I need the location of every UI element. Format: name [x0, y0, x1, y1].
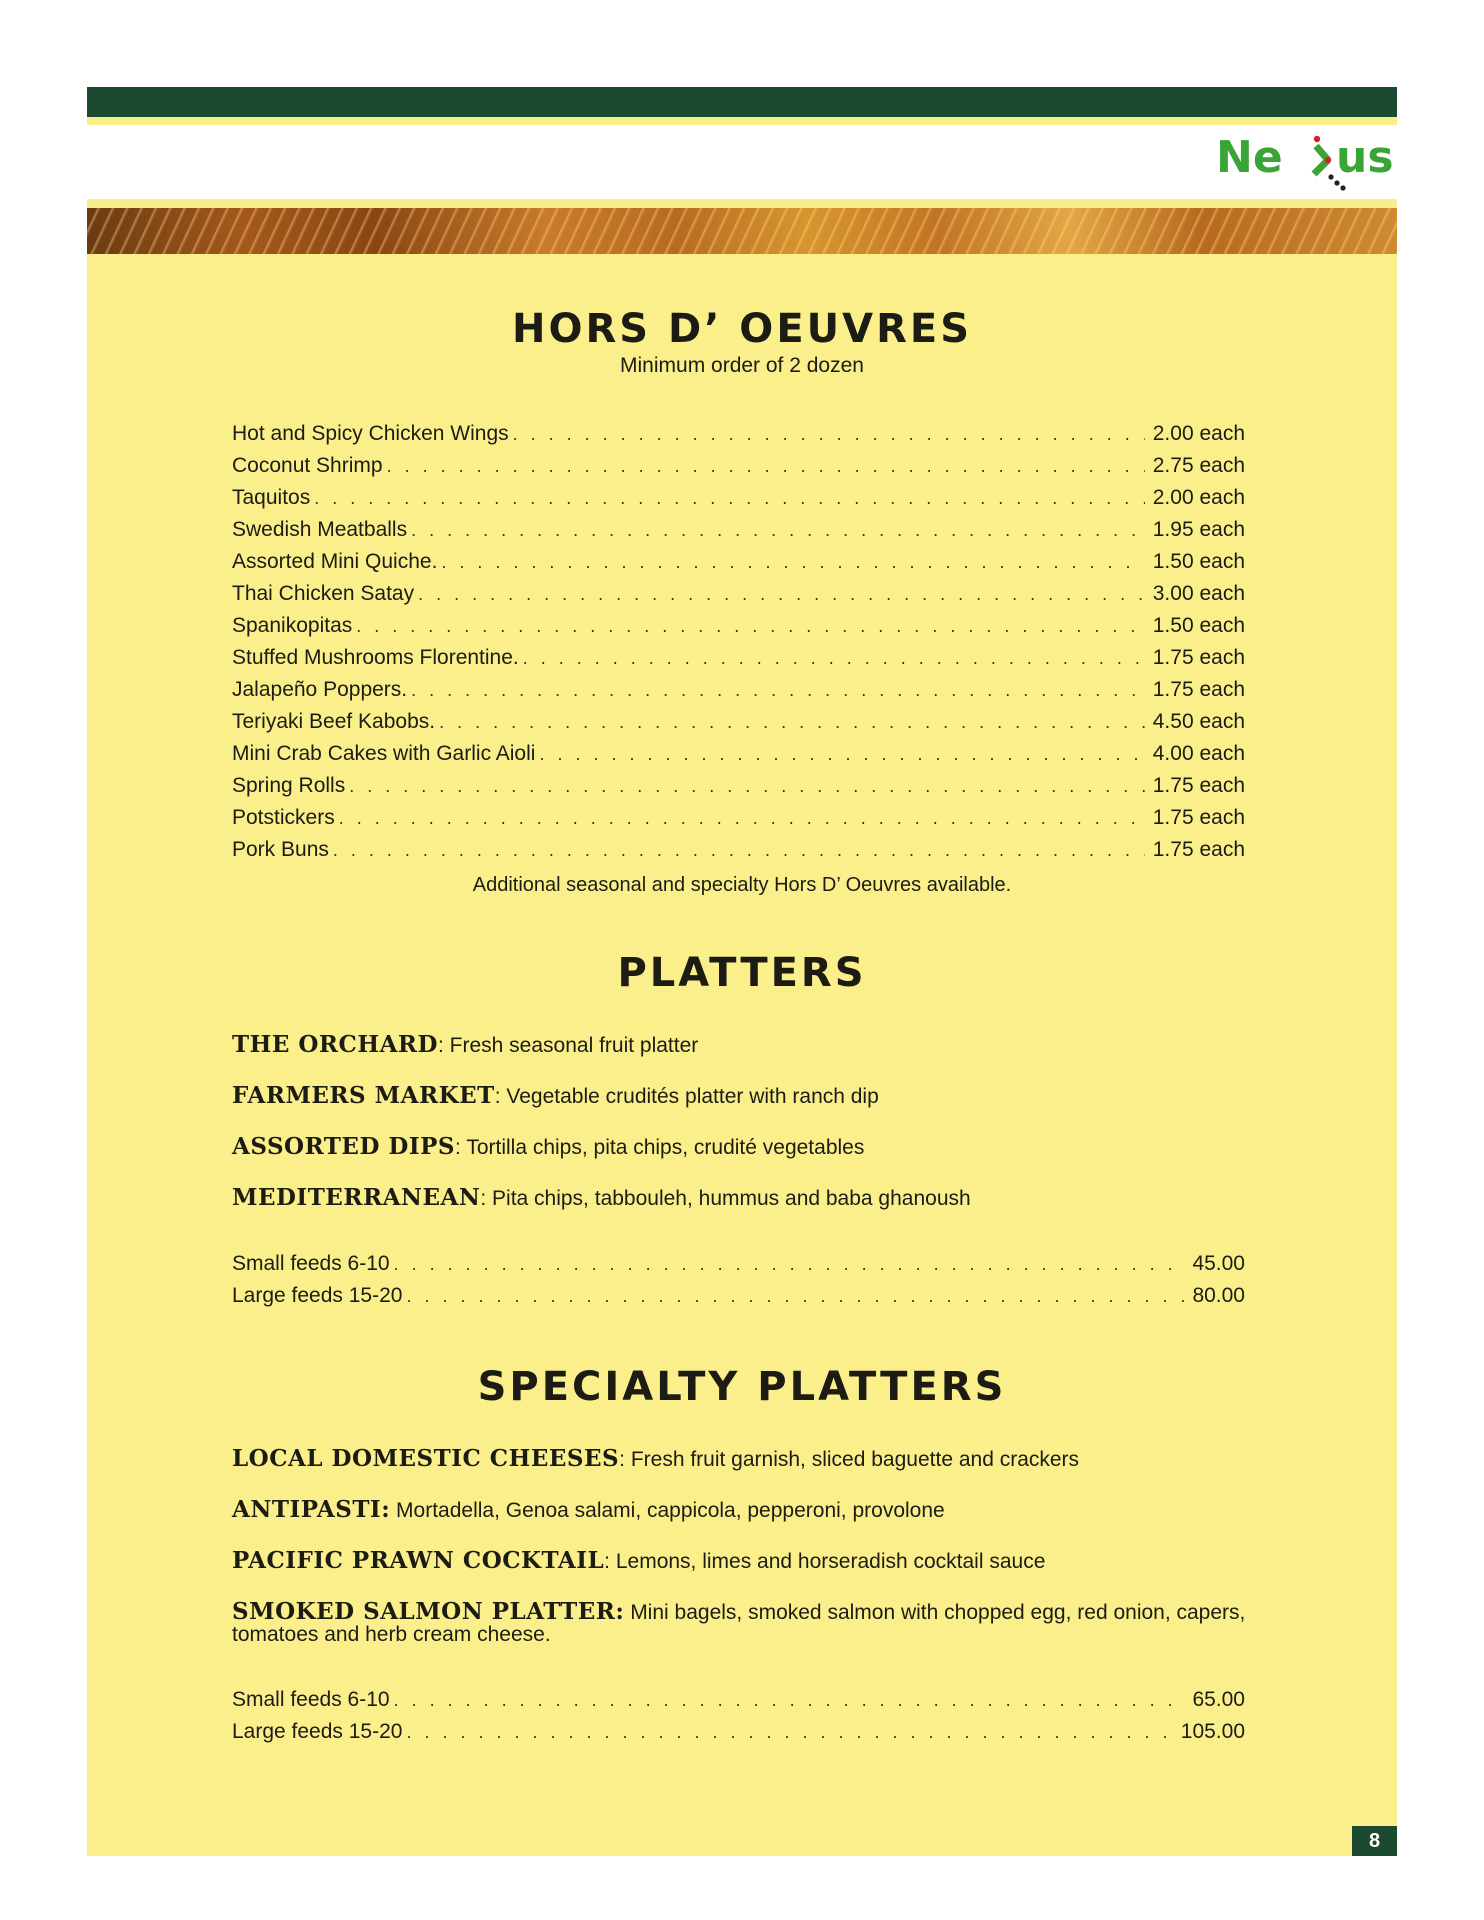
specialty-name: SMOKED SALMON PLATTER:	[232, 1598, 625, 1625]
leader-dots	[439, 706, 1145, 738]
item-name: Hot and Spicy Chicken Wings	[232, 422, 509, 445]
platter-description: Tortilla chips, pita chips, crudité vegetables	[466, 1136, 865, 1159]
item-price: 2.00 each	[1152, 422, 1245, 445]
menu-item-row	[232, 642, 1245, 674]
item-name: Potstickers	[232, 806, 335, 829]
item-price: 1.75 each	[1152, 806, 1245, 829]
page-number: 8	[1352, 1826, 1397, 1856]
platters-price-list	[232, 1248, 1245, 1312]
item-price: 4.00 each	[1152, 742, 1245, 765]
size-label: Large feeds 15-20	[232, 1720, 403, 1743]
item-name: Spanikopitas	[232, 614, 353, 637]
specialty-item	[232, 1598, 1282, 1646]
item-name: Coconut Shrimp	[232, 454, 383, 477]
price-row	[232, 1716, 1245, 1748]
menu-item-row	[232, 418, 1245, 450]
specialty-description: Mortadella, Genoa salami, cappicola, pepperoni, provolone	[396, 1499, 945, 1522]
leader-dots	[387, 450, 1145, 482]
menu-item-row	[232, 578, 1245, 610]
item-name: Teriyaki Beef Kabobs.	[232, 710, 436, 733]
menu-item-row	[232, 674, 1245, 706]
header-bar	[87, 87, 1397, 117]
hors-doeuvres-title: HORS D’ OEUVRES	[511, 306, 973, 352]
specialty-name: ANTIPASTI:	[232, 1496, 391, 1523]
platter-item	[232, 1184, 1282, 1211]
separator: :	[455, 1136, 467, 1159]
leader-dots	[339, 802, 1145, 834]
banner-stripe	[87, 199, 1397, 208]
platter-name: MEDITERRANEAN	[232, 1184, 481, 1211]
leader-dots	[394, 1248, 1185, 1280]
menu-item-row	[232, 450, 1245, 482]
header-stripe	[87, 117, 1397, 125]
item-name: Spring Rolls	[232, 774, 346, 797]
separator: :	[494, 1085, 507, 1108]
specialty-item	[232, 1496, 1282, 1523]
item-name: Taquitos	[232, 486, 311, 509]
item-name: Mini Crab Cakes with Garlic Aioli	[232, 742, 536, 765]
price-row	[232, 1248, 1245, 1280]
platter-name: THE ORCHARD	[232, 1031, 438, 1058]
size-label: Small feeds 6-10	[232, 1688, 390, 1711]
leader-dots	[349, 770, 1145, 802]
leader-dots	[314, 482, 1145, 514]
platter-description: Pita chips, tabbouleh, hummus and baba ghanoush	[492, 1187, 971, 1210]
leader-dots	[411, 514, 1145, 546]
menu-item-row	[232, 482, 1245, 514]
platter-description: Fresh seasonal fruit platter	[449, 1034, 699, 1057]
leader-dots	[513, 418, 1145, 450]
nexus-logo	[1216, 130, 1397, 192]
item-price: 1.50 each	[1152, 550, 1245, 573]
item-price: 4.50 each	[1152, 710, 1245, 733]
item-name: Stuffed Mushrooms Florentine.	[232, 646, 519, 669]
specialty-description: Mini bagels, smoked salmon with chopped egg, red onion, capers, tomatoes and herb cream cheese.	[232, 1601, 1246, 1646]
specialty-name: PACIFIC PRAWN COCKTAIL	[232, 1547, 605, 1574]
hors-doeuvres-note: Additional seasonal and specialty Hors D’ Oeuvres available.	[472, 874, 1012, 896]
menu-item-row	[232, 834, 1245, 866]
separator: :	[619, 1448, 631, 1471]
item-price: 1.75 each	[1152, 774, 1245, 797]
specialty-platters-title: SPECIALTY PLATTERS	[477, 1364, 1007, 1410]
platters-title: PLATTERS	[617, 950, 867, 996]
platter-item	[232, 1133, 1282, 1160]
size-label: Large feeds 15-20	[232, 1284, 403, 1307]
item-name: Thai Chicken Satay	[232, 582, 415, 605]
separator: :	[437, 1034, 450, 1057]
specialty-price-list	[232, 1684, 1245, 1748]
svg-text:us: us	[1336, 132, 1394, 183]
menu-page	[87, 254, 1397, 1856]
size-price: 65.00	[1192, 1688, 1245, 1711]
item-price: 1.95 each	[1152, 518, 1245, 541]
hors-doeuvres-subtitle: Minimum order of 2 dozen	[620, 354, 864, 377]
platter-name: FARMERS MARKET	[232, 1082, 495, 1109]
item-name: Jalapeño Poppers.	[232, 678, 408, 701]
specialty-item	[232, 1547, 1282, 1574]
item-name: Pork Buns	[232, 838, 329, 861]
platter-item	[232, 1082, 1282, 1109]
leader-dots	[418, 578, 1145, 610]
item-name: Swedish Meatballs	[232, 518, 408, 541]
menu-item-row	[232, 546, 1245, 578]
leader-dots	[411, 674, 1145, 706]
leader-dots	[406, 1280, 1184, 1312]
specialty-description: Lemons, limes and horseradish cocktail sauce	[615, 1550, 1046, 1573]
menu-item-row	[232, 706, 1245, 738]
item-price: 1.75 each	[1152, 646, 1245, 669]
wheat-banner-image	[87, 208, 1397, 254]
size-label: Small feeds 6-10	[232, 1252, 390, 1275]
hors-doeuvres-list	[232, 418, 1245, 866]
separator: :	[604, 1550, 616, 1573]
price-row	[232, 1280, 1245, 1312]
specialty-item	[232, 1445, 1282, 1472]
platter-description: Vegetable crudités platter with ranch dip	[506, 1085, 879, 1108]
price-row	[232, 1684, 1245, 1716]
menu-item-row	[232, 770, 1245, 802]
menu-item-row	[232, 514, 1245, 546]
menu-item-row	[232, 802, 1245, 834]
size-price: 105.00	[1180, 1720, 1245, 1743]
separator: :	[480, 1187, 493, 1210]
item-price: 1.75 each	[1152, 678, 1245, 701]
platter-name: ASSORTED DIPS	[232, 1133, 456, 1160]
size-price: 80.00	[1192, 1284, 1245, 1307]
menu-item-row	[232, 738, 1245, 770]
leader-dots	[356, 610, 1145, 642]
item-price: 2.75 each	[1152, 454, 1245, 477]
size-price: 45.00	[1192, 1252, 1245, 1275]
leader-dots	[523, 642, 1145, 674]
item-price: 3.00 each	[1152, 582, 1245, 605]
platter-item	[232, 1031, 1282, 1058]
item-name: Assorted Mini Quiche.	[232, 550, 438, 573]
leader-dots	[441, 546, 1144, 578]
leader-dots	[333, 834, 1145, 866]
menu-item-row	[232, 610, 1245, 642]
item-price: 1.50 each	[1152, 614, 1245, 637]
leader-dots	[394, 1684, 1185, 1716]
svg-text:Ne: Ne	[1216, 132, 1283, 183]
item-price: 2.00 each	[1152, 486, 1245, 509]
leader-dots	[539, 738, 1144, 770]
item-price: 1.75 each	[1152, 838, 1245, 861]
specialty-name: LOCAL DOMESTIC CHEESES	[232, 1445, 620, 1472]
specialty-description: Fresh fruit garnish, sliced baguette and crackers	[630, 1448, 1080, 1471]
leader-dots	[406, 1716, 1172, 1748]
